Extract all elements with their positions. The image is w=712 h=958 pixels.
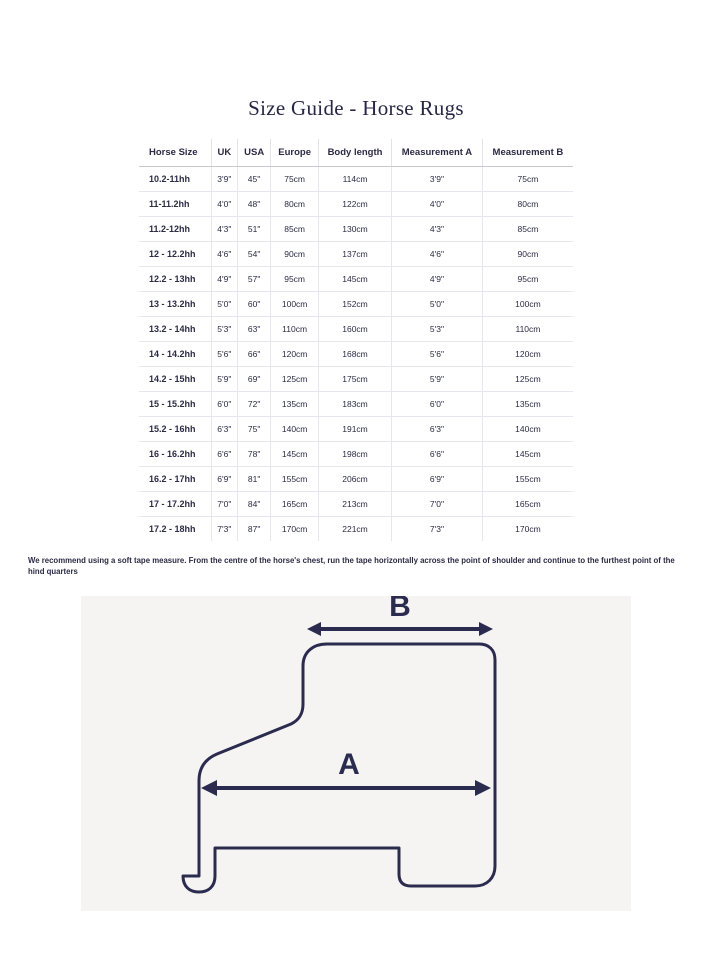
table-cell: 48'': [238, 192, 271, 217]
label-a: A: [338, 747, 360, 781]
size-table-container: [0, 139, 712, 541]
table-cell: 6'9": [392, 467, 483, 492]
table-cell: 152cm: [318, 292, 391, 317]
table-cell: 198cm: [318, 442, 391, 467]
table-row: [139, 167, 573, 192]
table-row: [139, 442, 573, 467]
table-cell: 5'0": [392, 292, 483, 317]
rug-diagram-svg: [81, 596, 631, 911]
table-column-header: Horse Size: [139, 139, 211, 167]
arrow-b-right-head: [479, 622, 493, 636]
table-row: [139, 317, 573, 342]
table-cell: 213cm: [318, 492, 391, 517]
table-cell: 4'9": [392, 267, 483, 292]
table-body: [139, 167, 573, 542]
table-cell: 140cm: [271, 417, 319, 442]
table-cell: 4'6": [211, 242, 237, 267]
table-cell: 110cm: [482, 317, 573, 342]
table-cell: 3'9": [211, 167, 237, 192]
table-cell: 87": [238, 517, 271, 542]
table-row: [139, 192, 573, 217]
table-cell: 160cm: [318, 317, 391, 342]
table-column-header: Measurement B: [482, 139, 573, 167]
table-cell: 100cm: [482, 292, 573, 317]
table-cell: 120cm: [482, 342, 573, 367]
table-cell: 130cm: [318, 217, 391, 242]
table-cell: 191cm: [318, 417, 391, 442]
table-cell: 145cm: [318, 267, 391, 292]
table-cell: 175cm: [318, 367, 391, 392]
table-cell: 90cm: [482, 242, 573, 267]
arrow-a-right-head: [475, 780, 491, 796]
table-cell: 90cm: [271, 242, 319, 267]
table-cell: 5'6": [211, 342, 237, 367]
size-guide-table: [139, 139, 573, 541]
table-cell: 168cm: [318, 342, 391, 367]
table-cell: 206cm: [318, 467, 391, 492]
table-row: [139, 242, 573, 267]
table-cell: 14.2 - 15hh: [139, 367, 211, 392]
table-cell: 4'3": [392, 217, 483, 242]
table-row: [139, 217, 573, 242]
measurement-instructions: We recommend using a soft tape measure. From the centre of the horse's chest, run the tape horizontally across the point of shoulder and continue to the furthest point of the hind quarters: [28, 556, 675, 577]
diagram-container: [0, 596, 712, 911]
table-cell: 7'3": [211, 517, 237, 542]
table-row: [139, 367, 573, 392]
table-column-header: Europe: [271, 139, 319, 167]
table-cell: 137cm: [318, 242, 391, 267]
table-cell: 12 - 12.2hh: [139, 242, 211, 267]
table-cell: 135cm: [271, 392, 319, 417]
table-cell: 110cm: [271, 317, 319, 342]
table-cell: 6'6": [211, 442, 237, 467]
table-cell: 17 - 17.2hh: [139, 492, 211, 517]
table-header-row: [139, 139, 573, 167]
table-cell: 5'6": [392, 342, 483, 367]
table-row: [139, 342, 573, 367]
label-b: B: [389, 595, 411, 623]
table-cell: 4'9": [211, 267, 237, 292]
table-cell: 165cm: [271, 492, 319, 517]
table-column-header: USA: [238, 139, 271, 167]
table-cell: 6'3": [211, 417, 237, 442]
table-cell: 5'3": [211, 317, 237, 342]
table-cell: 12.2 - 13hh: [139, 267, 211, 292]
table-cell: 54": [238, 242, 271, 267]
table-cell: 100cm: [271, 292, 319, 317]
table-cell: 14 - 14.2hh: [139, 342, 211, 367]
table-cell: 10.2-11hh: [139, 167, 211, 192]
table-cell: 75cm: [482, 167, 573, 192]
table-cell: 3'9": [392, 167, 483, 192]
table-cell: 80cm: [271, 192, 319, 217]
table-cell: 78": [238, 442, 271, 467]
table-cell: 11-11.2hh: [139, 192, 211, 217]
table-cell: 51": [238, 217, 271, 242]
table-cell: 84": [238, 492, 271, 517]
table-cell: 6'0": [211, 392, 237, 417]
table-cell: 155cm: [482, 467, 573, 492]
table-row: [139, 292, 573, 317]
table-cell: 7'0": [211, 492, 237, 517]
table-cell: 85cm: [482, 217, 573, 242]
table-cell: 221cm: [318, 517, 391, 542]
table-cell: 81": [238, 467, 271, 492]
table-cell: 120cm: [271, 342, 319, 367]
table-cell: 5'3": [392, 317, 483, 342]
table-cell: 170cm: [271, 517, 319, 542]
table-cell: 60": [238, 292, 271, 317]
table-cell: 6'0": [392, 392, 483, 417]
table-cell: 125cm: [271, 367, 319, 392]
table-cell: 125cm: [482, 367, 573, 392]
table-cell: 63": [238, 317, 271, 342]
table-cell: 13.2 - 14hh: [139, 317, 211, 342]
arrow-b-left-head: [307, 622, 321, 636]
table-row: [139, 392, 573, 417]
table-cell: 122cm: [318, 192, 391, 217]
table-cell: 15 - 15.2hh: [139, 392, 211, 417]
table-cell: 4'0": [211, 192, 237, 217]
page-title: Size Guide - Horse Rugs: [248, 96, 464, 120]
table-cell: 11.2-12hh: [139, 217, 211, 242]
table-cell: 13 - 13.2hh: [139, 292, 211, 317]
table-cell: 170cm: [515, 524, 541, 534]
table-cell: 17.2 - 18hh: [139, 517, 211, 542]
table-row: [139, 267, 573, 292]
table-cell: 85cm: [271, 217, 319, 242]
table-row: [139, 467, 573, 492]
table-column-header: Body length: [318, 139, 391, 167]
table-cell: 4'3": [211, 217, 237, 242]
table-cell: 16.2 - 17hh: [139, 467, 211, 492]
table-cell: 95cm: [482, 267, 573, 292]
table-cell: 95cm: [271, 267, 319, 292]
table-cell: 69": [238, 367, 271, 392]
table-cell: 114cm: [318, 167, 391, 192]
table-row: [139, 517, 573, 542]
table-row: [139, 417, 573, 442]
table-cell: 80cm: [482, 192, 573, 217]
table-cell: 57": [238, 267, 271, 292]
table-cell: 7'3": [392, 517, 483, 542]
table-cell: 6'9": [211, 467, 237, 492]
table-cell: 6'3": [392, 417, 483, 442]
table-column-header: UK: [211, 139, 237, 167]
table-column-header: Measurement A: [392, 139, 483, 167]
table-cell: 140cm: [482, 417, 573, 442]
table-cell: 5'0": [211, 292, 237, 317]
rug-diagram: [81, 596, 631, 911]
table-cell: 145cm: [271, 442, 319, 467]
table-cell: 16 - 16.2hh: [139, 442, 211, 467]
table-cell: 72": [238, 392, 271, 417]
table-cell: 135cm: [482, 392, 573, 417]
table-cell: 6'6": [392, 442, 483, 467]
table-cell: 7'0": [392, 492, 483, 517]
table-cell: 5'9": [392, 367, 483, 392]
table-cell: 4'0": [392, 192, 483, 217]
table-cell: 45'': [238, 167, 271, 192]
table-cell: 183cm: [318, 392, 391, 417]
table-cell: 145cm: [482, 442, 573, 467]
table-cell: 4'6": [392, 242, 483, 267]
table-cell: 75": [238, 417, 271, 442]
table-cell: 75cm: [271, 167, 319, 192]
table-cell: 155cm: [271, 467, 319, 492]
arrow-a-left-head: [201, 780, 217, 796]
table-cell: 5'9": [211, 367, 237, 392]
table-cell: 66": [238, 342, 271, 367]
table-cell: 165cm: [482, 492, 573, 517]
table-cell: 15.2 - 16hh: [139, 417, 211, 442]
table-row: [139, 492, 573, 517]
